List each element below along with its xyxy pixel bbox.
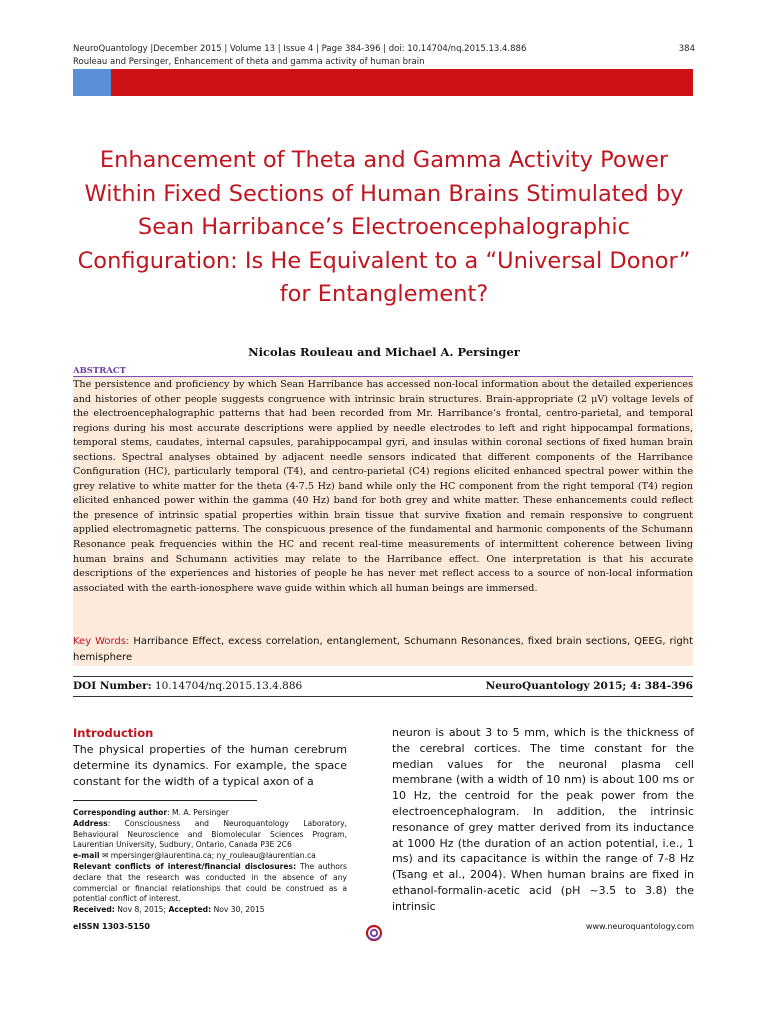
keywords-label: Key Words: (73, 636, 130, 647)
doi-value[interactable]: 10.14704/nq.2015.13.4.886 (154, 680, 303, 692)
page-number: 384 (678, 44, 695, 54)
journal-logo-icon (364, 923, 384, 943)
journal-citation-line: NeuroQuantology |December 2015 | Volume 13 | Issue 4 | Page 384-396 | doi: 10.14704/nq.2015.13.4.886 (73, 44, 527, 54)
section-heading-introduction: Introduction (73, 726, 154, 740)
corresponding-author: : M. A. Persinger (167, 808, 229, 817)
abstract-text: The persistence and proficiency by which Sean Harribance has accessed non-local information about the detailed experiences and histories of other people suggests congruence with intrinsic brain structures. Brain-appropriate (2 μV) voltage levels of the electroencephalographic patterns that had been recorded from Mr. Harribance’s frontal, centro-parietal, and temporal regions during his most accurate descriptions were applied by needle electrodes to left and right hippocampal formations, temporal stems, caudates, internal capsules, parahippocampal gyri, and insulas within coronal sections of fixed human brain sections. Spectral analyses obtained by adjacent needle sensors indicated that different components of the Harribance Configuration (HC), particularly temporal (T4), and centro-parietal (C4) regions elicited enhanced spectral power within the grey relative to white matter for the theta (4-7.5 Hz) band while only the HC component from the right temporal (T4) region elicited enhanced power within the gamma (40 Hz) band for both grey and white matter. These enhancements could reflect the presence of intrinsic spatial properties within brain tissue that survive fixation and remain responsive to congruent applied electromagnetic patterns. The conspicuous presence of the fundamental and harmonic components of the Schumann Resonance peak frequencies within the HC and recent real-time measurements of intermittent coherence between living human brains and Schumann activities may relate to the Harribance effect. One interpretation is that his accurate descriptions of the experiences and histories of people he has never met reflect access to a source of non-local information associated with the earth-ionosphere wave guide within which all human beings are immersed. (73, 379, 693, 594)
received-label: Received: (73, 905, 115, 915)
address: : Consciousness and Neuroquantology Laboratory, Behavioural Neuroscience and Biomolecular Sciences Program, Laurentian University, Sudbury, Ontario, Canada P3E 2C6 (73, 818, 347, 850)
doi-bottom-rule (73, 696, 693, 697)
accepted-label: Accepted: (168, 905, 212, 915)
conflict-label: Relevant conflicts of interest/financial disclosures: (73, 861, 297, 871)
keywords (73, 634, 693, 665)
running-title: Rouleau and Persinger, Enhancement of theta and gamma activity of human brain (73, 57, 425, 67)
email-icon: ✉ (101, 851, 109, 861)
footnote (73, 808, 347, 916)
email-addresses[interactable]: mpersinger@laurentina.ca; ny_rouleau@laurentian.ca (108, 851, 316, 861)
address-label: Address (73, 818, 108, 828)
eissn: eISSN 1303-5150 (73, 922, 150, 931)
journal-website-link[interactable]: www.neuroquantology.com (585, 922, 694, 931)
footnote-rule (73, 800, 257, 801)
header-bar-red (111, 69, 693, 96)
body-column-right: neuron is about 3 to 5 mm, which is the thickness of the cerebral cortices. The time constant for the median values for the neuronal plasma cell membrane (with a width of 10 nm) is about 100 ms or 10 Hz, the centroid for the peak power from the electroencephalogram. In addition, the intrinsic resonance of grey matter derived from its inductance at 1000 Hz (the duration of an action potential, i.e., 1 ms) and its capacitance is within the range of 7-8 Hz (Tsang et al., 2004). When human brains are fixed in ethanol-formalin-acetic acid (pH ~3.5 to 3.8) the intrinsic (392, 726, 694, 913)
received-date: Nov 8, 2015; (114, 905, 169, 915)
authors: Nicolas Rouleau and Michael A. Persinger (248, 345, 520, 359)
doi-top-rule (73, 676, 693, 677)
conflict-statement: The authors declare that the research was conducted in the absence of any commercial or financial relationships that could be construed as a potential conflict of interest. (73, 861, 347, 904)
corresponding-author-label: Corresponding author (73, 808, 168, 817)
email-label: e-mail (73, 851, 100, 861)
keywords-text: Harribance Effect, excess correlation, entanglement, Schumann Resonances, fixed brain sections, QEEG, right hemisphere (73, 636, 694, 663)
accepted-date: Nov 30, 2015 (211, 905, 265, 915)
body-column-left: The physical properties of the human cerebrum determine its dynamics. For example, the space constant for the width of a typical axon of a (73, 743, 347, 788)
article-title: Enhancement of Theta and Gamma Activity Power Within Fixed Sections of Human Brains Stimulated by Sean Harribance’s Electroencephalographic Configuration: Is He Equivalent to a “Universal Donor” for Entanglement? (77, 147, 691, 307)
abstract-label: ABSTRACT (73, 366, 126, 376)
header-bar-blue (73, 69, 111, 96)
journal-citation: NeuroQuantology 2015; 4: 384-396 (485, 680, 693, 692)
doi-label: DOI Number: (73, 680, 152, 692)
